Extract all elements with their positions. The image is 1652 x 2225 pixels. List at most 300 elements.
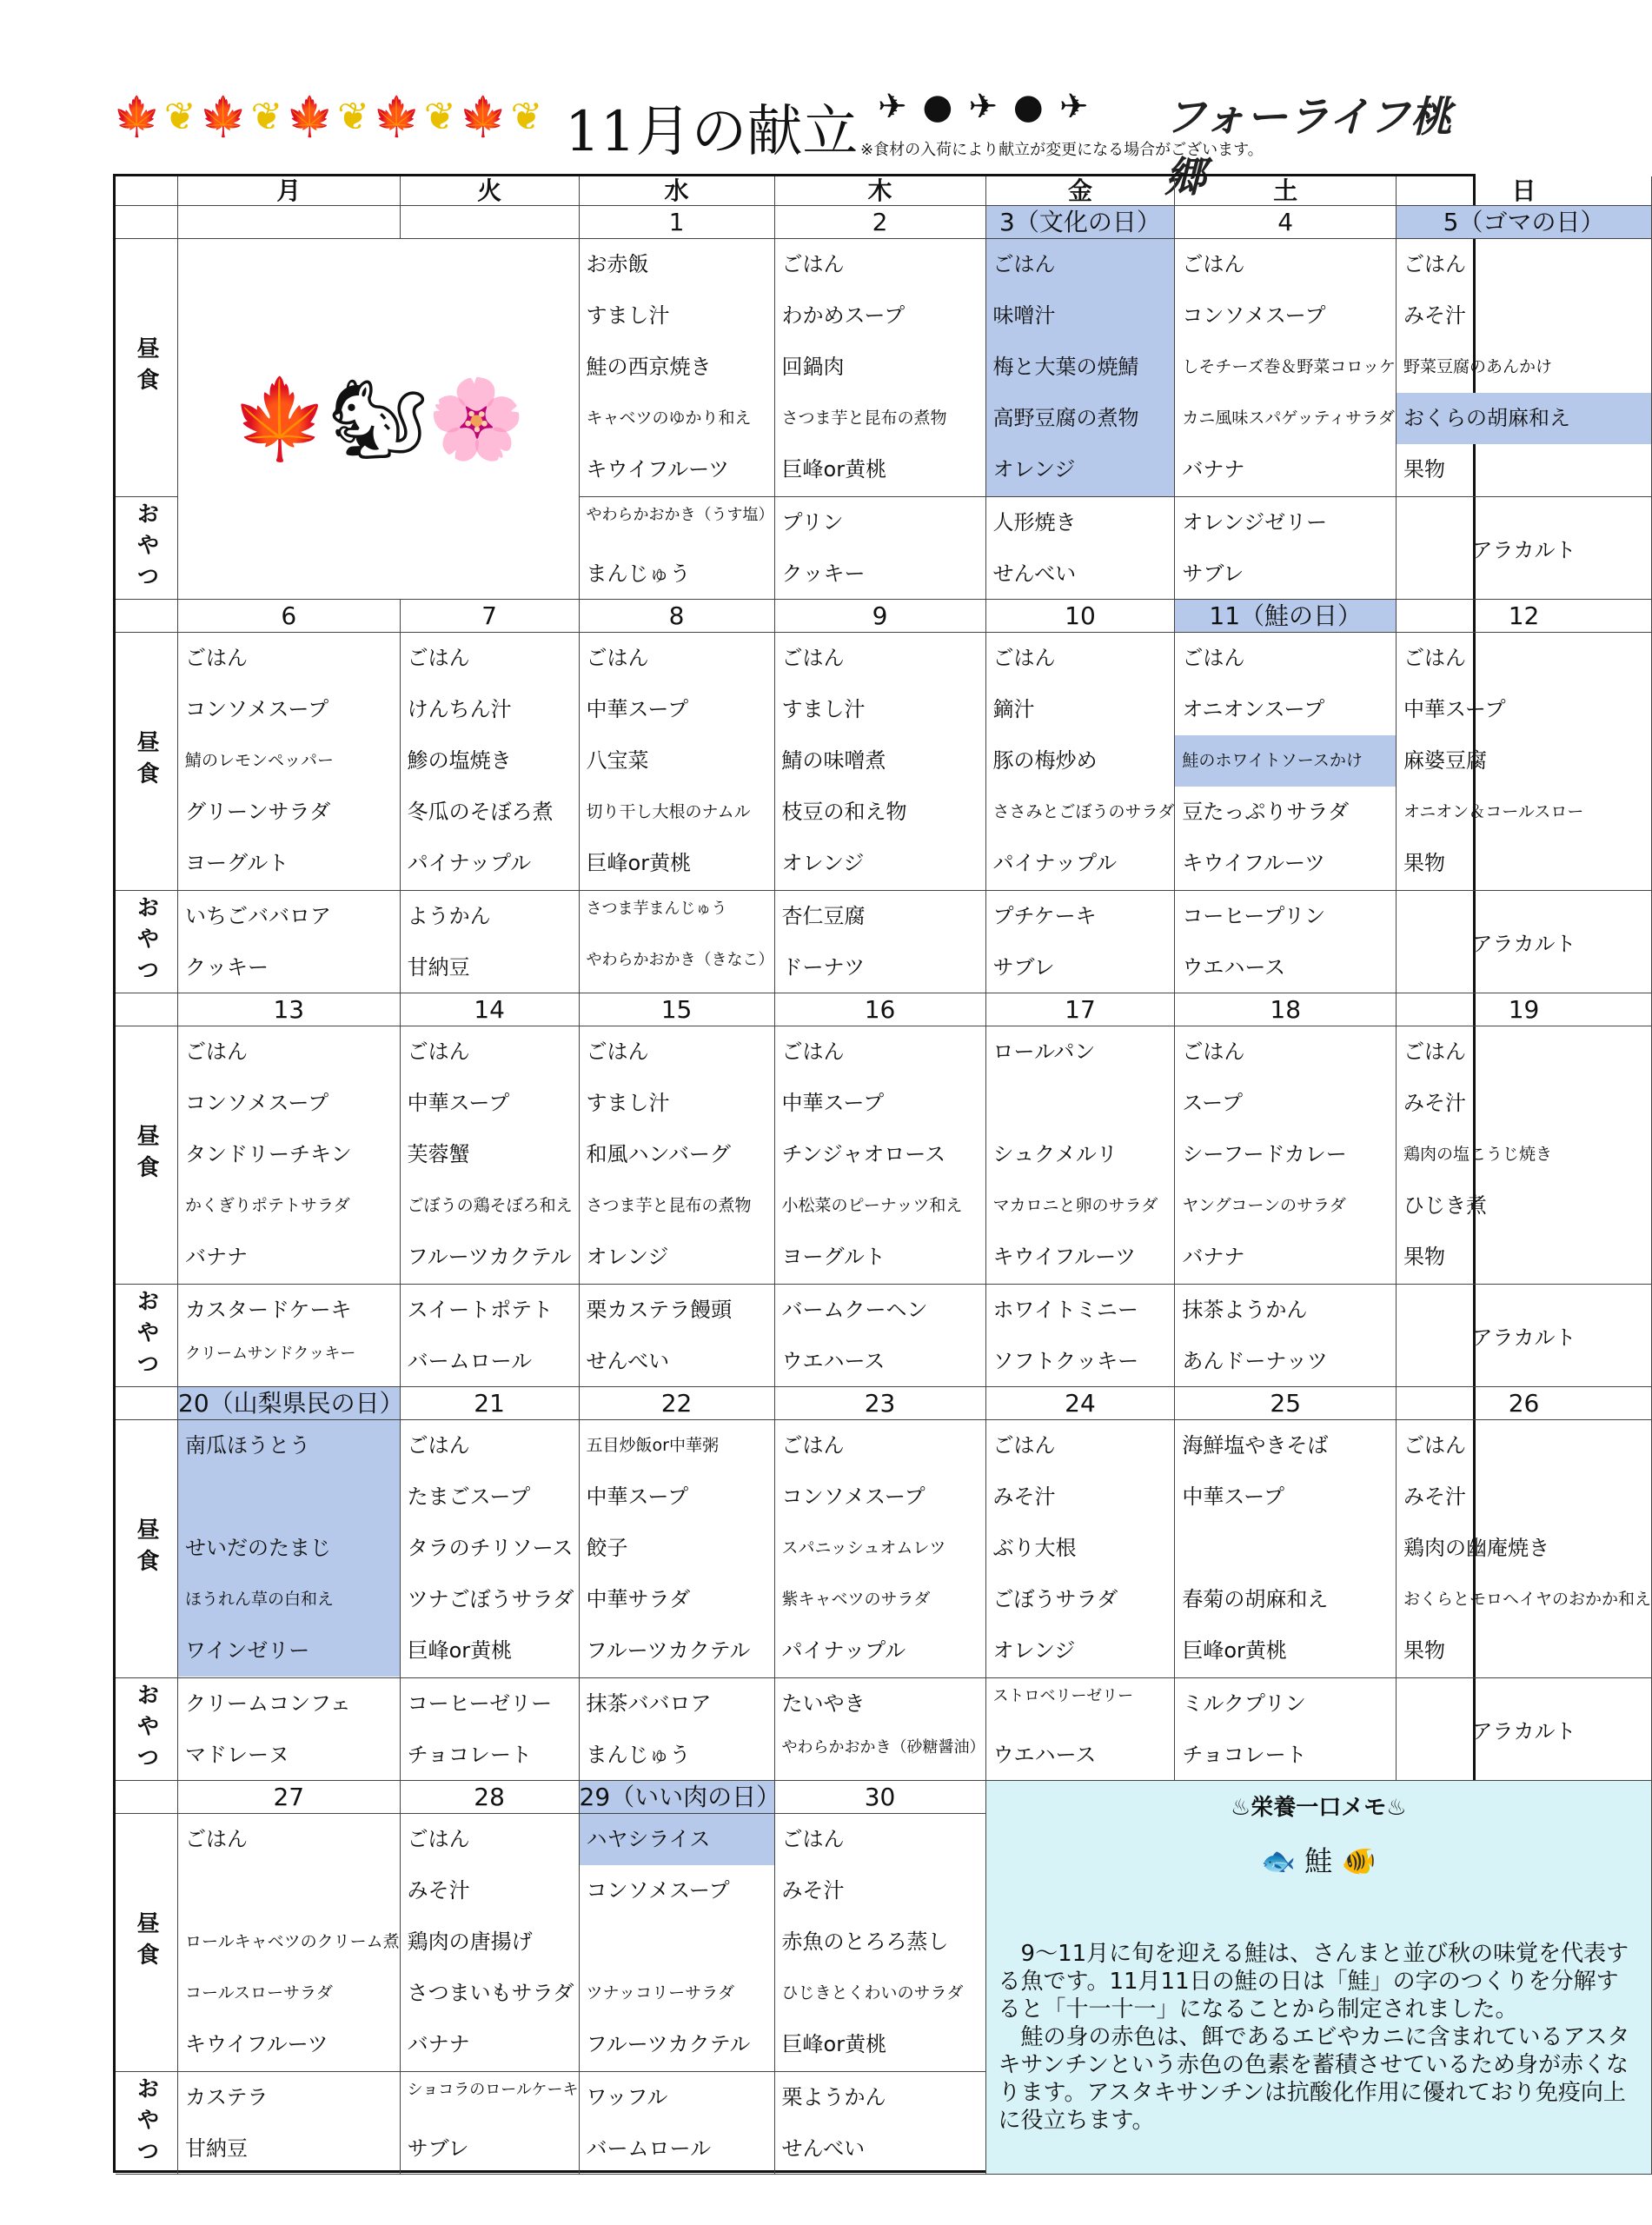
lunch-item: ヤングコーンのサラダ	[1182, 1196, 1346, 1215]
lunch-cell	[580, 1420, 775, 1678]
snack-item: バームロール	[586, 2136, 712, 2161]
snack-item: バームロール	[407, 1349, 533, 1373]
lunch-item: カニ風味スパゲッティサラダ	[1182, 408, 1395, 428]
lunch-item: 野菜豆腐のあんかけ	[1403, 357, 1553, 376]
date-cell: 28	[401, 1781, 580, 1814]
lunch-item: コールスローサラダ	[185, 1983, 333, 2002]
lunch-item: かくぎりポテトサラダ	[185, 1196, 350, 1215]
weekday-header: 水	[580, 176, 775, 206]
snack-item: ショコラのロールケーキ	[407, 2081, 579, 2099]
snack-cell	[1397, 1678, 1652, 1781]
lunch-cell	[1175, 1026, 1397, 1285]
lunch-item: すまし汁	[781, 697, 866, 721]
snack-cell	[401, 2072, 580, 2175]
date-cell: 4	[1175, 206, 1397, 239]
side-label-lunch: 昼食	[116, 239, 178, 497]
lunch-item: フルーツカクテル	[586, 2032, 751, 2056]
lunch-item: 回鍋肉	[781, 355, 845, 379]
lunch-item: キャベツのゆかり和え	[586, 408, 752, 428]
lunch-item: 中華スープ	[781, 1091, 885, 1115]
lunch-item: オニオンスープ	[1182, 697, 1325, 721]
snack-cell	[1175, 497, 1397, 600]
side-label-snack: おやつ	[116, 497, 178, 600]
snack-item: クリームコンフェ	[185, 1691, 351, 1716]
lunch-item: 枝豆の和え物	[781, 800, 907, 824]
date-cell: 11（鮭の日）	[1175, 600, 1397, 633]
lunch-item: キウイフルーツ	[992, 1245, 1137, 1269]
snack-cell	[986, 497, 1176, 600]
snack-cell	[1175, 1285, 1397, 1387]
date-cell: 20（山梨県民の日）	[178, 1387, 401, 1420]
snack-cell	[178, 1678, 401, 1781]
lunch-item: 中華サラダ	[586, 1587, 691, 1611]
lunch-cell	[986, 633, 1176, 891]
lunch-item: みそ汁	[781, 1878, 845, 1903]
lunch-item: 果物	[1403, 851, 1446, 875]
lunch-item: ごはん	[781, 1433, 845, 1458]
lunch-item: キウイフルーツ	[185, 2032, 328, 2056]
snack-item: オレンジゼリー	[1182, 510, 1328, 535]
lunch-item: わかめスープ	[781, 303, 906, 328]
snack-item: バームクーヘン	[781, 1298, 928, 1322]
weekday-header: 日	[1397, 176, 1652, 206]
lunch-item: さつま芋と昆布の煮物	[781, 408, 947, 428]
snack-item: ワッフル	[586, 2085, 668, 2109]
lunch-cell	[580, 1814, 775, 2072]
salmon-icon: 🐟	[1261, 1844, 1305, 1877]
lunch-item: 鶏肉の唐揚げ	[407, 1929, 533, 1954]
snack-item: スイートポテト	[407, 1298, 554, 1322]
page-title: 11月の献立	[565, 100, 859, 164]
snack-item: やわらかおかき（うす塩）	[586, 506, 774, 524]
lunch-item: 高野豆腐の煮物	[992, 406, 1139, 430]
lunch-item: フルーツカクテル	[407, 1245, 572, 1269]
lunch-cell	[580, 633, 775, 891]
lunch-item: ロールキャベツのクリーム煮	[185, 1932, 400, 1951]
lunch-item: ハヤシライス	[580, 1814, 774, 1865]
lunch-item: ひじきとくわいのサラダ	[781, 1983, 964, 2002]
lunch-item: オレンジ	[992, 1638, 1076, 1663]
lunch-item: コンソメスープ	[1182, 303, 1326, 328]
snack-item: チョコレート	[1182, 1743, 1307, 1767]
squirrel-icon: 🐿	[328, 373, 428, 465]
lunch-item: 鏑汁	[992, 697, 1035, 721]
snack-item: クッキー	[185, 955, 269, 980]
date-cell: 15	[580, 993, 775, 1026]
lunch-item: ヨーグルト	[185, 851, 289, 875]
lunch-cell	[1175, 1420, 1397, 1678]
lunch-item: 中華スープ	[586, 1484, 689, 1509]
weekday-header: 月	[178, 176, 401, 206]
snack-item: さつま芋まんじゅう	[586, 900, 727, 918]
snack-cell	[1397, 1285, 1652, 1387]
lunch-item: ツナごぼうサラダ	[407, 1587, 574, 1611]
lunch-item: 春菊の胡麻和え	[1182, 1587, 1329, 1611]
lunch-item: キウイフルーツ	[1182, 851, 1325, 875]
lunch-item: ごはん	[407, 646, 470, 670]
lunch-item: ごはん	[781, 646, 845, 670]
lunch-item: 餃子	[586, 1536, 628, 1560]
snack-cell	[986, 1285, 1176, 1387]
date-cell: 16	[775, 993, 986, 1026]
date-cell: 22	[580, 1387, 775, 1420]
snack-item: クッキー	[781, 561, 866, 586]
lunch-item: 巨峰or黄桃	[1182, 1638, 1287, 1663]
lunch-item: オニオン＆コールスロー	[1403, 802, 1584, 821]
lunch-item: 切り干し大根のナムル	[586, 802, 751, 821]
lunch-item: ごはん	[407, 1039, 470, 1064]
date-cell: 8	[580, 600, 775, 633]
snack-item: まんじゅう	[586, 561, 691, 586]
lunch-cell	[775, 633, 986, 891]
lunch-item: ごはん	[407, 1433, 470, 1458]
dragonfly-decoration: ✈●✈●✈	[878, 87, 1105, 127]
snack-item: ようかん	[407, 904, 491, 928]
lunch-item: みそ汁	[1403, 303, 1467, 328]
snack-item: マドレーヌ	[185, 1743, 289, 1767]
lunch-item: おくらとモロヘイヤのおかか和え	[1403, 1590, 1652, 1609]
lunch-item: フルーツカクテル	[586, 1638, 751, 1663]
snack-cell	[178, 891, 401, 993]
snack-item: あんドーナッツ	[1182, 1349, 1328, 1373]
side-label-lunch: 昼食	[116, 1026, 178, 1285]
lunch-item: すまし汁	[586, 1091, 670, 1115]
lunch-cell	[580, 1026, 775, 1285]
lunch-item: 五目炒飯or中華粥	[586, 1436, 719, 1455]
lunch-item: 冬瓜のそぼろ煮	[407, 800, 554, 824]
snack-item: カスタードケーキ	[185, 1298, 352, 1322]
snack-item: やわらかおかき（きなこ）	[586, 951, 774, 969]
lunch-item: バナナ	[407, 2032, 470, 2056]
snack-cell	[580, 1678, 775, 1781]
lunch-item: コンソメスープ	[185, 1091, 329, 1115]
lunch-item: 鯖のレモンペッパー	[185, 751, 335, 770]
lunch-item: たまごスープ	[407, 1484, 531, 1509]
lunch-item: みそ汁	[992, 1484, 1056, 1509]
snack-cell	[775, 891, 986, 993]
lunch-item: 八宝菜	[586, 748, 649, 773]
lunch-cell	[986, 1026, 1176, 1285]
lunch-item: バナナ	[1182, 1245, 1245, 1269]
lunch-item: ごぼうサラダ	[992, 1587, 1118, 1611]
lunch-item: ごはん	[781, 1827, 845, 1851]
lunch-item: せいだのたまじ	[178, 1523, 400, 1574]
lunch-item: ヨーグルト	[781, 1245, 886, 1269]
lunch-item: ごはん	[1403, 1433, 1467, 1458]
blank-date	[178, 206, 401, 239]
header-corner	[116, 176, 178, 206]
snack-cell	[580, 2072, 775, 2175]
snack-item: 抹茶ようかん	[1182, 1298, 1308, 1322]
snack-item: チョコレート	[407, 1743, 532, 1767]
date-cell: 5（ゴマの日）	[1397, 206, 1652, 239]
date-cell: 14	[401, 993, 580, 1026]
snack-cell	[178, 1285, 401, 1387]
lunch-item: コンソメスープ	[185, 697, 329, 721]
side-label-snack: おやつ	[116, 891, 178, 993]
lunch-item: 中華スープ	[1182, 1484, 1284, 1509]
lunch-item: ごはん	[992, 252, 1056, 276]
lunch-item: ツナッコリーサラダ	[586, 1983, 734, 2002]
lunch-cell	[401, 1814, 580, 2072]
lunch-item: おくらの胡麻和え	[1397, 393, 1651, 444]
lunch-item: 中華スープ	[586, 697, 689, 721]
date-row-label	[116, 1781, 178, 1814]
date-cell: 17	[986, 993, 1176, 1026]
alacarte-label: アラカルト	[1471, 1719, 1576, 1743]
lunch-item: ごはん	[781, 1039, 845, 1064]
lunch-item: 鯵の塩焼き	[407, 748, 512, 773]
date-row-label	[116, 993, 178, 1026]
snack-cell	[580, 891, 775, 993]
lunch-item: けんちん汁	[407, 697, 512, 721]
lunch-item: 和風ハンバーグ	[586, 1142, 731, 1166]
lunch-item: ささみとごぼうのサラダ	[992, 802, 1175, 821]
lunch-item: ロールパン	[992, 1039, 1096, 1064]
lunch-cell	[580, 239, 775, 497]
lunch-item: オレンジ	[586, 1245, 669, 1269]
snack-cell	[775, 1678, 986, 1781]
lunch-item: 紫キャベツのサラダ	[781, 1590, 931, 1609]
snack-item: いちごババロア	[185, 904, 331, 928]
snack-item: サブレ	[407, 2136, 469, 2161]
alacarte-label: アラカルト	[1471, 932, 1576, 956]
snack-cell	[1175, 891, 1397, 993]
lunch-item	[1175, 1523, 1396, 1574]
date-cell: 18	[1175, 993, 1397, 1026]
lunch-item: 果物	[1403, 457, 1446, 482]
lunch-item: 鮭の西京焼き	[586, 355, 712, 379]
snack-item: カステラ	[185, 2085, 269, 2109]
lunch-cell	[401, 1420, 580, 1678]
lunch-item: キウイフルーツ	[586, 457, 730, 482]
lunch-item: ひじき煮	[1403, 1193, 1488, 1218]
snack-cell	[401, 1285, 580, 1387]
lunch-item: グリーンサラダ	[185, 800, 331, 824]
lunch-item: 中華スープ	[1403, 697, 1506, 721]
lunch-cell	[986, 1420, 1176, 1678]
date-cell: 2	[775, 206, 986, 239]
cosmos-flower-icon: 🌸	[428, 373, 526, 465]
snack-item: サブレ	[992, 955, 1055, 980]
snack-item: せんべい	[586, 1349, 670, 1373]
snack-cell	[580, 1285, 775, 1387]
snack-cell	[178, 2072, 401, 2175]
lunch-item	[580, 1916, 774, 1968]
date-cell: 21	[401, 1387, 580, 1420]
lunch-item: ごはん	[1182, 646, 1245, 670]
side-label-snack: おやつ	[116, 1678, 178, 1781]
lunch-item: みそ汁	[1403, 1091, 1467, 1115]
snack-item: 人形焼き	[992, 510, 1077, 535]
snack-item: プリン	[781, 510, 844, 535]
lunch-cell	[986, 239, 1176, 497]
side-label-snack: おやつ	[116, 2072, 178, 2175]
date-row-label	[116, 600, 178, 633]
lunch-item: ごはん	[586, 1039, 649, 1064]
snack-cell	[1397, 497, 1652, 600]
lunch-item: 芙蓉蟹	[407, 1142, 470, 1166]
lunch-item: さつま芋と昆布の煮物	[586, 1196, 752, 1215]
lunch-item: パイナップル	[781, 1638, 906, 1663]
snack-cell	[775, 2072, 986, 2175]
lunch-item: 鶏肉の塩こうじ焼き	[1403, 1145, 1553, 1164]
snack-cell	[580, 497, 775, 600]
lunch-item: パイナップル	[407, 851, 532, 875]
weekday-header: 火	[401, 176, 580, 206]
date-cell: 7	[401, 600, 580, 633]
lunch-cell	[1397, 633, 1652, 891]
lunch-item: チンジャオロース	[781, 1142, 946, 1166]
lunch-cell	[178, 1026, 401, 1285]
date-row-label	[116, 206, 178, 239]
lunch-item: 麻婆豆腐	[1403, 748, 1488, 773]
snack-item: ストロベリーゼリー	[992, 1687, 1134, 1705]
lunch-cell	[1175, 239, 1397, 497]
date-cell: 13	[178, 993, 401, 1026]
lunch-item: ごはん	[407, 1827, 470, 1851]
date-cell: 27	[178, 1781, 401, 1814]
date-cell: 6	[178, 600, 401, 633]
lunch-item: 海鮮塩やきそば	[1182, 1433, 1329, 1458]
lunch-item: タラのチリソース	[407, 1536, 574, 1560]
date-cell: 26	[1397, 1387, 1652, 1420]
lunch-item: しそチーズ巻＆野菜コロッケ	[1182, 357, 1397, 376]
date-cell: 9	[775, 600, 986, 633]
snack-item: せんべい	[781, 2136, 866, 2161]
snack-cell	[1397, 891, 1652, 993]
snack-item: たいやき	[781, 1691, 866, 1716]
date-cell: 10	[986, 600, 1176, 633]
lunch-item: 鮭のホワイトソースかけ	[1175, 735, 1396, 787]
lunch-item: シーフードカレー	[1182, 1142, 1347, 1166]
lunch-cell	[775, 1420, 986, 1678]
snack-item: ウエハース	[992, 1743, 1097, 1767]
lunch-item: 味噌汁	[992, 303, 1056, 328]
snack-item: ホワイトミニー	[992, 1298, 1138, 1322]
snack-item: 抹茶ババロア	[586, 1691, 712, 1716]
lunch-cell	[178, 1420, 401, 1678]
lunch-item: 果物	[1403, 1245, 1446, 1269]
lunch-item: オレンジ	[781, 851, 865, 875]
lunch-item: ごはん	[1403, 252, 1467, 276]
snack-cell	[986, 1678, 1176, 1781]
lunch-item: 巨峰or黄桃	[407, 1638, 513, 1663]
memo-subject: 🐟 鮭 🐠	[1261, 1844, 1377, 1877]
lunch-item: バナナ	[185, 1245, 248, 1269]
lunch-cell	[775, 1026, 986, 1285]
lunch-item	[178, 1865, 400, 1916]
lunch-item: パイナップル	[992, 851, 1118, 875]
lunch-item: ぶり大根	[992, 1536, 1077, 1560]
lunch-cell	[178, 1814, 401, 2072]
lunch-item: さつまいもサラダ	[407, 1981, 574, 2005]
lunch-item: スパニッシュオムレツ	[781, 1538, 946, 1558]
brand-name: フォーライフ桃郷	[1164, 93, 1452, 202]
snack-item: 栗ようかん	[781, 2085, 886, 2109]
lunch-item: 中華スープ	[407, 1091, 510, 1115]
autumn-illustration	[178, 239, 580, 600]
lunch-item: 南瓜ほうとう	[178, 1420, 400, 1471]
snack-item: コーヒープリン	[1182, 904, 1326, 928]
lunch-item: みそ汁	[1403, 1484, 1467, 1509]
lunch-item: ワインゼリー	[178, 1625, 400, 1677]
lunch-cell	[1175, 633, 1397, 891]
lunch-item	[178, 1471, 400, 1523]
lunch-item: ごはん	[781, 252, 845, 276]
lunch-item: ごはん	[992, 1433, 1056, 1458]
date-cell: 1	[580, 206, 775, 239]
alacarte-label: アラカルト	[1471, 1325, 1576, 1350]
snack-cell	[1175, 1678, 1397, 1781]
lunch-item: すまし汁	[586, 303, 670, 328]
lunch-item: 巨峰or黄桃	[781, 2032, 887, 2056]
lunch-item: 梅と大葉の焼鯖	[992, 355, 1139, 379]
lunch-item: ごはん	[1182, 1039, 1245, 1064]
snack-item: せんべい	[992, 561, 1077, 586]
supply-note: ※食材の入荷により献立が変更になる場合がございます。	[860, 141, 1264, 159]
lunch-item	[986, 1078, 1175, 1129]
maple-tree-icon: 🍁	[231, 373, 329, 465]
snack-cell	[401, 1678, 580, 1781]
snack-item: やわらかおかき（砂糖醤油）	[781, 1738, 985, 1757]
snack-item: ドーナツ	[781, 955, 866, 980]
lunch-item: ほうれん草の白和え	[178, 1574, 400, 1625]
side-label-lunch: 昼食	[116, 1814, 178, 2072]
date-cell: 23	[775, 1387, 986, 1420]
lunch-cell	[401, 633, 580, 891]
lunch-item: 果物	[1403, 1638, 1446, 1663]
lunch-item: ごはん	[1403, 1039, 1467, 1064]
date-cell: 19	[1397, 993, 1652, 1026]
snack-item: 栗カステラ饅頭	[586, 1298, 733, 1322]
lunch-item: 巨峰or黄桃	[781, 457, 887, 482]
date-cell: 30	[775, 1781, 986, 1814]
snack-item: ウエハース	[781, 1349, 886, 1373]
lunch-cell	[775, 239, 986, 497]
snack-item: サブレ	[1182, 561, 1244, 586]
snack-item: 甘納豆	[185, 2136, 248, 2161]
lunch-item: ごぼうの鶏そぼろ和え	[407, 1196, 573, 1215]
lunch-item: お赤飯	[586, 252, 649, 276]
lunch-item: 赤魚のとろろ蒸し	[781, 1929, 949, 1954]
menu-calendar	[113, 174, 1652, 2173]
blank-date	[401, 206, 580, 239]
lunch-cell	[775, 1814, 986, 2072]
lunch-item: 鯖の味噌煮	[781, 748, 886, 773]
lunch-item: コンソメスープ	[586, 1878, 730, 1903]
snack-item: クリームサンドクッキー	[185, 1345, 356, 1363]
lunch-cell	[178, 633, 401, 891]
fish-icon: 🐠	[1332, 1844, 1377, 1877]
side-label-lunch: 昼食	[116, 633, 178, 891]
lunch-item: ごはん	[586, 646, 649, 670]
snack-cell	[986, 891, 1176, 993]
date-cell: 25	[1175, 1387, 1397, 1420]
snack-cell	[401, 891, 580, 993]
snack-cell	[775, 1285, 986, 1387]
memo-title: ♨栄養一口メモ♨	[1230, 1795, 1407, 1821]
header	[113, 78, 1469, 202]
alacarte-label: アラカルト	[1471, 538, 1576, 562]
snack-item: プチケーキ	[992, 904, 1097, 928]
snack-item: ソフトクッキー	[992, 1349, 1139, 1373]
autumn-leaves-decoration: 🍁❦🍁❦🍁❦🍁❦🍁❦	[113, 95, 547, 139]
weekday-header: 金	[986, 176, 1176, 206]
lunch-item: ごはん	[1403, 646, 1467, 670]
lunch-item: 豆たっぷりサラダ	[1182, 800, 1350, 824]
snack-item: ミルクプリン	[1182, 1691, 1306, 1716]
